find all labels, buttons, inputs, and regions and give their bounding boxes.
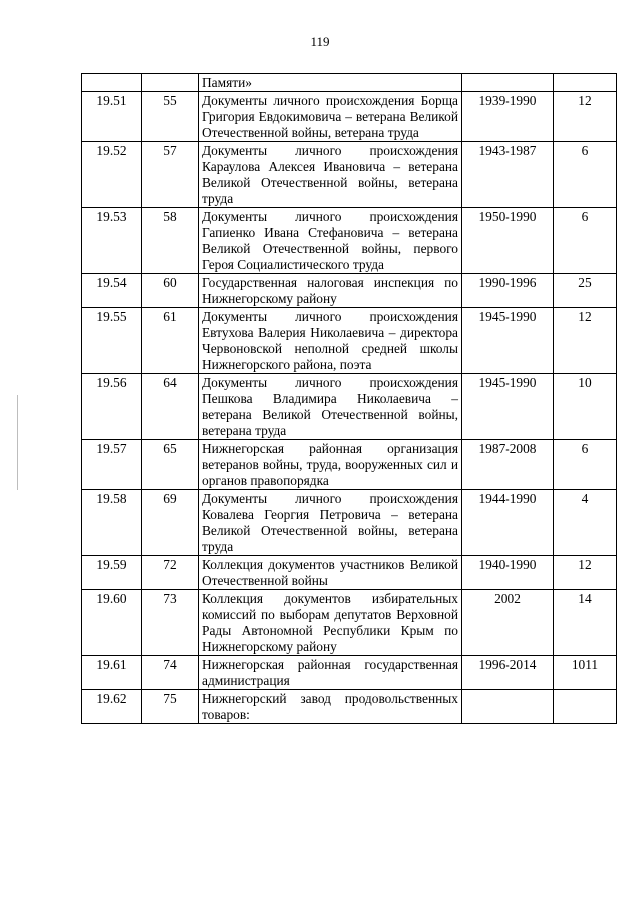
row-index: 19.52 [82, 142, 142, 208]
row-count: 10 [554, 374, 617, 440]
row-count: 14 [554, 590, 617, 656]
row-years: 1939-1990 [462, 92, 554, 142]
row-fond: 72 [142, 556, 199, 590]
row-fond: 74 [142, 656, 199, 690]
row-fond: 75 [142, 690, 199, 724]
row-title: Государственная налоговая инспекция по Нижнегорскому району [199, 274, 462, 308]
row-index: 19.57 [82, 440, 142, 490]
row-years: 1987-2008 [462, 440, 554, 490]
row-title: Документы личного происхождения Пешкова Владимира Николаевича – ветерана Великой Отечественной войны, ветерана труда [199, 374, 462, 440]
row-years: 1944-1990 [462, 490, 554, 556]
row-count [554, 74, 617, 92]
table-row [82, 308, 617, 374]
table-row [82, 440, 617, 490]
row-title: Документы личного происхождения Караулова Алексея Ивановича – ветерана Великой Отечественной войны, ветерана труда [199, 142, 462, 208]
row-index: 19.61 [82, 656, 142, 690]
row-fond: 64 [142, 374, 199, 440]
row-count: 6 [554, 208, 617, 274]
table-row [82, 690, 617, 724]
row-fond: 61 [142, 308, 199, 374]
row-index: 19.53 [82, 208, 142, 274]
row-fond: 55 [142, 92, 199, 142]
row-title: Нижнегорская районная организация ветеранов войны, труда, вооруженных сил и органов правопорядка [199, 440, 462, 490]
row-count [554, 690, 617, 724]
page-number: 119 [310, 34, 330, 49]
row-count: 4 [554, 490, 617, 556]
table-row [82, 274, 617, 308]
row-title: Коллекция документов участников Великой Отечественной войны [199, 556, 462, 590]
row-title: Документы личного происхождения Евтухова Валерия Николаевича – директора Червоновской неполной средней школы Нижнегорского района, поэта [199, 308, 462, 374]
row-index: 19.51 [82, 92, 142, 142]
table-row [82, 142, 617, 208]
row-years: 1945-1990 [462, 308, 554, 374]
row-count: 12 [554, 556, 617, 590]
margin-mark [17, 395, 18, 490]
row-years: 1943-1987 [462, 142, 554, 208]
row-index: 19.56 [82, 374, 142, 440]
row-count: 25 [554, 274, 617, 308]
table-row [82, 490, 617, 556]
row-index: 19.60 [82, 590, 142, 656]
table-row [82, 208, 617, 274]
row-index [82, 74, 142, 92]
row-index: 19.59 [82, 556, 142, 590]
table-row [82, 590, 617, 656]
table-row [82, 556, 617, 590]
row-years: 2002 [462, 590, 554, 656]
row-title: Памяти» [199, 74, 462, 92]
row-fond: 65 [142, 440, 199, 490]
row-years: 1950-1990 [462, 208, 554, 274]
row-years [462, 690, 554, 724]
row-title: Нижнегорский завод продовольственных товаров: [199, 690, 462, 724]
row-fond: 58 [142, 208, 199, 274]
row-title: Документы личного происхождения Гапиенко Ивана Стефановича – ветерана Великой Отечественной войны, первого Героя Социалистического труда [199, 208, 462, 274]
row-count: 6 [554, 440, 617, 490]
row-index: 19.58 [82, 490, 142, 556]
row-years: 1940-1990 [462, 556, 554, 590]
table-row [82, 74, 617, 92]
row-index: 19.62 [82, 690, 142, 724]
row-title: Нижнегорская районная государственная администрация [199, 656, 462, 690]
row-years [462, 74, 554, 92]
records-table [81, 73, 617, 724]
row-count: 12 [554, 308, 617, 374]
table-row [82, 656, 617, 690]
table-row [82, 92, 617, 142]
row-count: 6 [554, 142, 617, 208]
row-fond: 73 [142, 590, 199, 656]
row-fond: 60 [142, 274, 199, 308]
row-years: 1945-1990 [462, 374, 554, 440]
row-fond: 69 [142, 490, 199, 556]
row-years: 1990-1996 [462, 274, 554, 308]
row-fond [142, 74, 199, 92]
row-count: 1011 [554, 656, 617, 690]
row-fond: 57 [142, 142, 199, 208]
row-index: 19.54 [82, 274, 142, 308]
table-row [82, 374, 617, 440]
row-title: Документы личного происхождения Борща Григория Евдокимовича – ветерана Великой Отечественной войны, ветерана труда [199, 92, 462, 142]
row-count: 12 [554, 92, 617, 142]
row-title: Документы личного происхождения Ковалева Георгия Петровича – ветерана Великой Отечественной войны, ветерана труда [199, 490, 462, 556]
row-index: 19.55 [82, 308, 142, 374]
row-title: Коллекция документов избирательных комиссий по выборам депутатов Верховной Рады Автономной Республики Крым по Нижнегорскому району [199, 590, 462, 656]
row-years: 1996-2014 [462, 656, 554, 690]
